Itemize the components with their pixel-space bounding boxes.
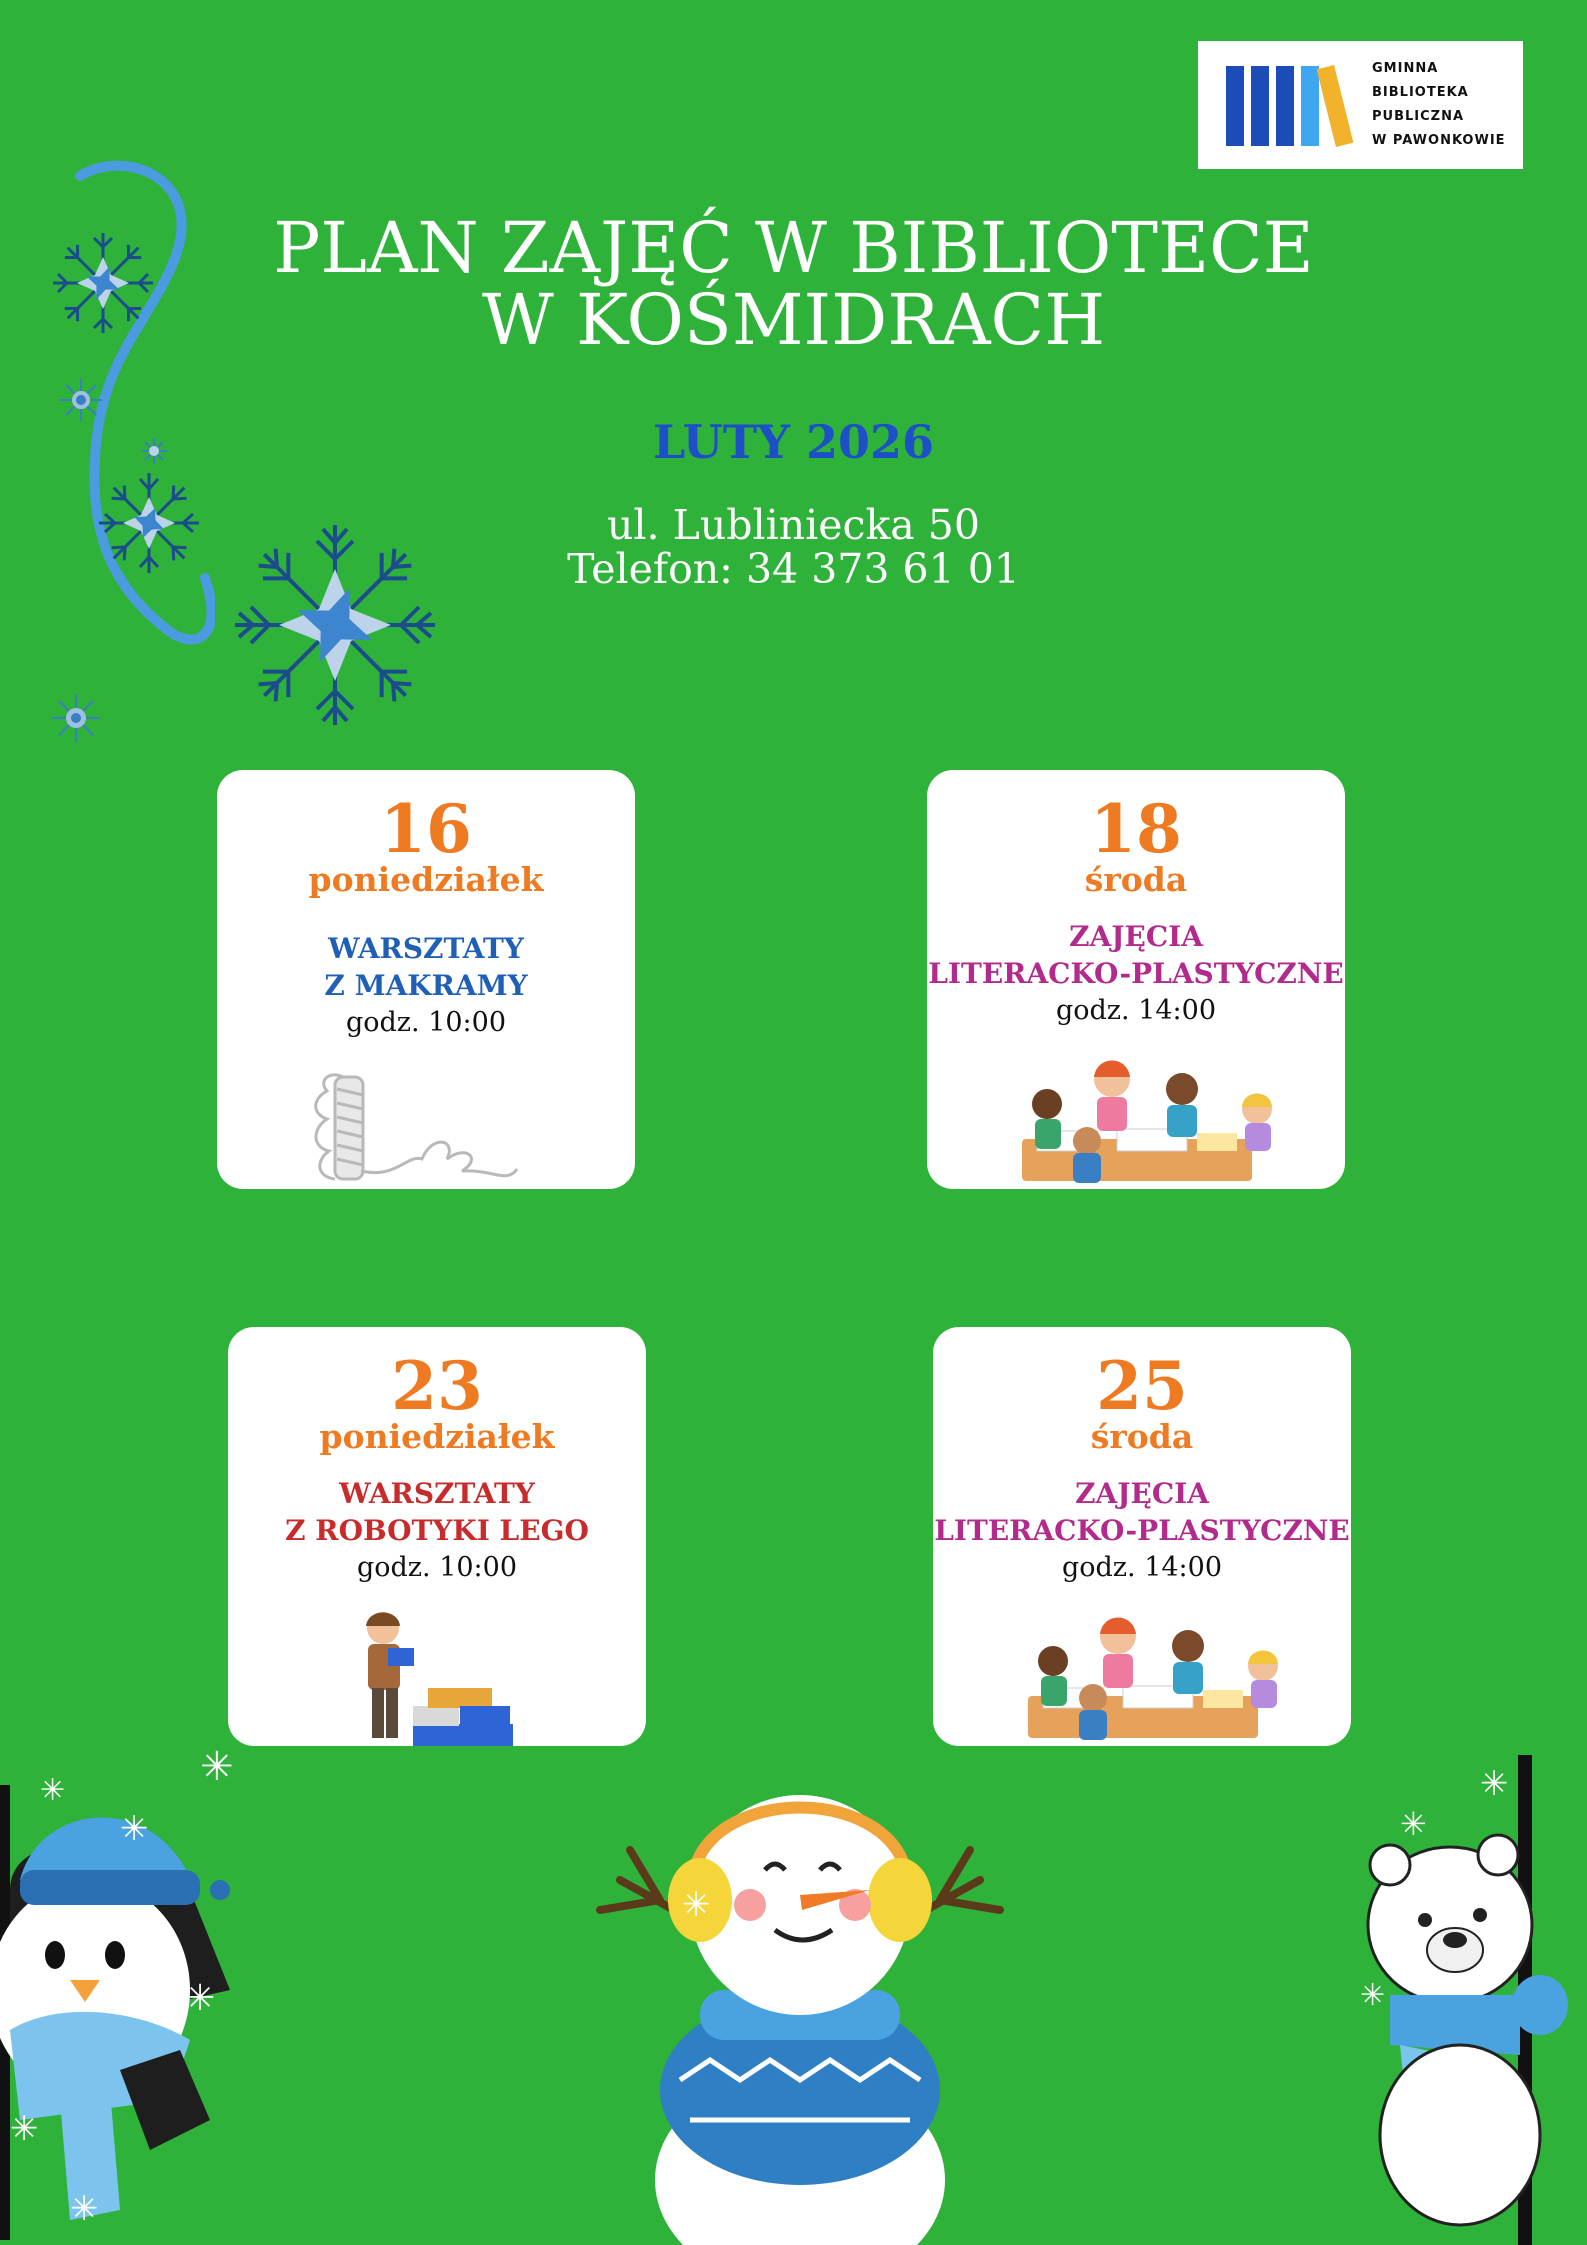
event-day: 16 xyxy=(380,790,472,868)
svg-text:✳: ✳ xyxy=(1360,1978,1386,2013)
books-logo-icon xyxy=(1224,63,1356,147)
children-drawing-icon xyxy=(927,1049,1345,1189)
event-time: godz. 14:00 xyxy=(1061,1552,1223,1583)
event-weekday: środa xyxy=(1084,860,1188,899)
event-time: godz. 10:00 xyxy=(356,1552,518,1583)
event-time: godz. 14:00 xyxy=(1055,995,1217,1026)
street-address: ul. Lubliniecka 50 xyxy=(607,501,980,549)
event-activity xyxy=(228,1475,646,1549)
event-day: 25 xyxy=(1096,1347,1188,1425)
snowflake-icon xyxy=(50,692,102,744)
event-activity xyxy=(217,930,635,1004)
address-block xyxy=(160,503,1427,591)
activity-line: Z ROBOTYKI LEGO xyxy=(285,1514,589,1547)
event-day: 23 xyxy=(391,1347,483,1425)
svg-text:✳: ✳ xyxy=(1390,2095,1417,2133)
event-card xyxy=(927,770,1345,1189)
svg-text:✳: ✳ xyxy=(200,1744,234,1790)
activity-line: WARSZTATY xyxy=(328,932,524,965)
activity-line: Z MAKRAMY xyxy=(324,969,528,1002)
boy-lego-icon xyxy=(228,1606,646,1746)
logo-text xyxy=(1372,57,1506,153)
svg-text:✳: ✳ xyxy=(10,2109,39,2149)
title-line: W KOŚMIDRACH xyxy=(481,279,1106,361)
svg-text:✳: ✳ xyxy=(1480,1764,1509,1804)
library-logo xyxy=(1198,41,1523,169)
event-card xyxy=(933,1327,1351,1746)
phone-number: Telefon: 34 373 61 01 xyxy=(567,545,1020,593)
svg-text:✳: ✳ xyxy=(1400,1805,1427,1843)
svg-text:✳: ✳ xyxy=(40,1773,66,1808)
logo-line: W PAWONKOWIE xyxy=(1372,133,1506,148)
children-drawing-icon xyxy=(933,1606,1351,1746)
event-time: godz. 10:00 xyxy=(345,1007,507,1038)
rope-icon xyxy=(217,1059,635,1189)
logo-line: GMINNA xyxy=(1372,61,1439,76)
event-weekday: poniedziałek xyxy=(308,860,544,899)
svg-text:✳: ✳ xyxy=(70,2189,99,2229)
snowflake-icon xyxy=(58,377,104,423)
logo-line: PUBLICZNA xyxy=(1372,109,1465,124)
event-weekday: poniedziałek xyxy=(319,1417,555,1456)
event-card xyxy=(228,1327,646,1746)
month-label: LUTY 2026 xyxy=(652,415,935,469)
activity-line: LITERACKO-PLASTYCZNE xyxy=(934,1514,1350,1547)
polar-bear-icon xyxy=(1350,1755,1587,2245)
svg-text:✳: ✳ xyxy=(120,1809,149,1849)
event-card xyxy=(217,770,635,1189)
event-weekday: środa xyxy=(1090,1417,1194,1456)
svg-text:✳: ✳ xyxy=(185,1978,216,2019)
page-title xyxy=(160,207,1427,361)
svg-text:✳: ✳ xyxy=(1480,2128,1506,2163)
event-day: 18 xyxy=(1090,790,1182,868)
logo-line: BIBLIOTEKA xyxy=(1372,85,1469,100)
title-line: PLAN ZAJĘĆ W BIBLIOTECE xyxy=(273,207,1314,289)
penguin-icon xyxy=(0,1740,250,2240)
activity-line: ZAJĘCIA xyxy=(1069,920,1203,953)
event-activity xyxy=(933,1475,1351,1549)
activity-line: ZAJĘCIA xyxy=(1075,1477,1209,1510)
event-activity xyxy=(927,918,1345,992)
svg-text:✳: ✳ xyxy=(682,1885,711,1925)
snowman-icon xyxy=(570,1760,1030,2245)
activity-line: WARSZTATY xyxy=(339,1477,535,1510)
activity-line: LITERACKO-PLASTYCZNE xyxy=(928,957,1344,990)
snowflake-icon xyxy=(48,228,158,338)
